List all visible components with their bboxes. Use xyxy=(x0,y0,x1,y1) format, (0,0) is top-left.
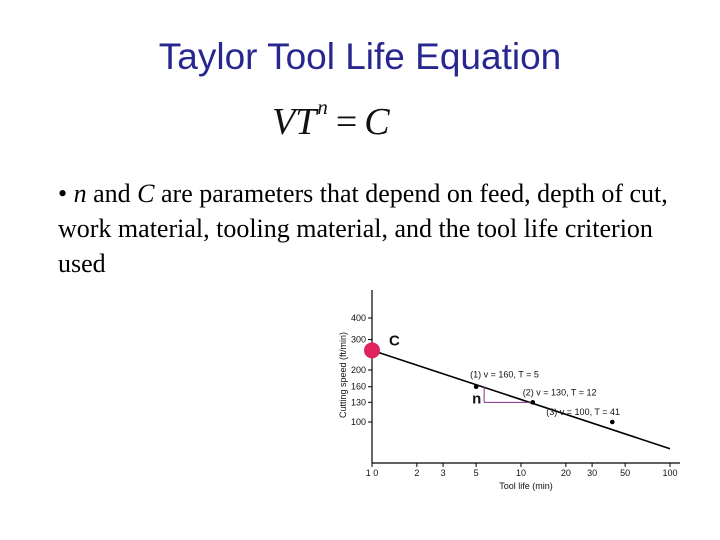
x-tick-label: 20 xyxy=(560,468,571,478)
x-tick-label: 2 xyxy=(414,468,420,478)
x-tick-label: 50 xyxy=(620,468,631,478)
c-intercept-marker xyxy=(364,342,380,358)
y-tick-label: 130 xyxy=(350,397,366,408)
x-axis-label: Tool life (min) xyxy=(499,481,553,491)
y-tick-label: 100 xyxy=(350,417,366,427)
y-tick-label: 200 xyxy=(350,365,366,375)
data-point xyxy=(474,384,479,389)
x-tick-label: 1 0 xyxy=(365,468,379,478)
c-intercept-label: C xyxy=(389,332,400,350)
x-tick-label: 3 xyxy=(440,468,446,478)
x-tick-label: 5 xyxy=(473,468,479,478)
data-point xyxy=(530,400,535,405)
data-point-label: (1) v = 160, T = 5 xyxy=(470,369,539,380)
equation-t: T xyxy=(295,101,317,143)
y-tick-label: 300 xyxy=(350,334,366,345)
bullet-c: C xyxy=(137,179,155,208)
x-tick-label: 30 xyxy=(587,468,598,478)
y-tick-label: 160 xyxy=(350,381,366,392)
y-tick-label: 400 xyxy=(350,313,366,323)
tool-life-line xyxy=(372,350,670,448)
bullet-rest: are parameters that depend on feed, depth of cut, work material, tooling material, and the tool life criterion used xyxy=(58,179,668,278)
data-point xyxy=(610,420,615,425)
equation-c: C xyxy=(364,101,390,143)
x-tick-label: 100 xyxy=(662,468,678,478)
y-axis-label: Cutting speed (ft/min) xyxy=(338,331,348,419)
equation-exponent-n: n xyxy=(317,95,328,120)
bullet-n: n xyxy=(73,179,87,208)
slope-n-label: n xyxy=(472,390,482,408)
bullet-and: and xyxy=(86,179,138,208)
slide-title: Taylor Tool Life Equation xyxy=(158,36,562,77)
equation-equals: = xyxy=(335,101,358,143)
bullet-marker: • xyxy=(58,179,68,208)
equation-v: V xyxy=(272,101,296,143)
data-point-label: (3) v = 100, T = 41 xyxy=(546,407,621,417)
data-point-label: (2) v = 130, T = 12 xyxy=(522,387,597,398)
x-tick-label: 10 xyxy=(515,468,527,478)
